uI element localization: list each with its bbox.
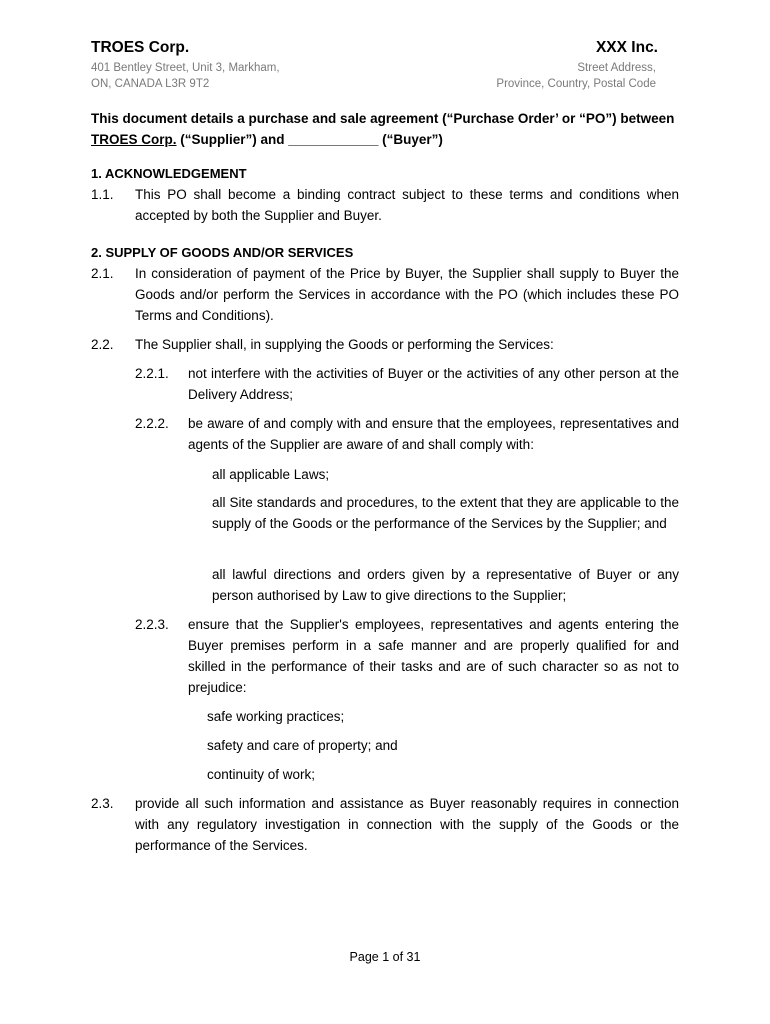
section-heading-acknowledgement: 1. ACKNOWLEDGEMENT bbox=[91, 166, 247, 181]
clause-number-2-1: 2.1. bbox=[91, 266, 114, 281]
clause-number-2-2-1: 2.2.1. bbox=[135, 366, 169, 381]
intro-paragraph bbox=[91, 108, 679, 150]
sub-item-safety-care-property: safety and care of property; and bbox=[207, 738, 398, 753]
section-heading-supply: 2. SUPPLY OF GOODS AND/OR SERVICES bbox=[91, 245, 354, 260]
clause-text-2-2-3: ensure that the Supplier's employees, representatives and agents entering the Buyer premises perform in a safe manner and are properly qualified for and skilled in the performance of their tasks and are of such character so as not to prejudice: bbox=[188, 617, 679, 695]
clause-number-2-2: 2.2. bbox=[91, 337, 114, 352]
sub-item-safe-working-practices: safe working practices; bbox=[207, 709, 345, 724]
clause-number-1-1: 1.1. bbox=[91, 187, 114, 202]
intro-text-end: (“Buyer”) bbox=[378, 132, 443, 147]
clause-text-2-1: In consideration of payment of the Price by Buyer, the Supplier shall supply to Buyer the Goods and/or perform the Services in accordance with the PO (which includes these PO Terms and Conditions). bbox=[135, 266, 679, 323]
buyer-company-name: XXX Inc. bbox=[595, 39, 658, 56]
intro-supplier-name: TROES Corp. bbox=[91, 132, 177, 147]
clause-text-2-2-1: not interfere with the activities of Buyer or the activities of any other person at the Delivery Address; bbox=[188, 366, 679, 402]
sub-item-continuity-of-work: continuity of work; bbox=[207, 767, 316, 782]
sub-item-lawful-directions: all lawful directions and orders given by a representative of Buyer or any person authorised by Law to give directions to the Supplier; bbox=[212, 567, 679, 603]
clause-number-2-2-2: 2.2.2. bbox=[135, 416, 169, 431]
intro-blank-line: ____________ bbox=[288, 132, 379, 147]
clause-text-1-1: This PO shall become a binding contract subject to these terms and conditions when accepted by both the Supplier and Buyer. bbox=[135, 187, 679, 223]
clause-text-2-2: The Supplier shall, in supplying the Goods or performing the Services: bbox=[135, 337, 554, 352]
intro-text-mid: (“Supplier”) and bbox=[176, 132, 289, 147]
supplier-address-line2: ON, CANADA L3R 9T2 bbox=[91, 78, 210, 90]
buyer-address-line1: Street Address, bbox=[577, 62, 656, 74]
sub-item-applicable-laws: all applicable Laws; bbox=[212, 467, 330, 482]
supplier-address-line1: 401 Bentley Street, Unit 3, Markham, bbox=[91, 62, 280, 74]
clause-number-2-2-3: 2.2.3. bbox=[135, 617, 169, 632]
clause-number-2-3: 2.3. bbox=[91, 796, 114, 811]
sub-item-site-standards: all Site standards and procedures, to the extent that they are applicable to the supply of the Goods or the performance of the Services by the Supplier; and bbox=[212, 495, 679, 531]
supplier-company-name: TROES Corp. bbox=[91, 39, 190, 56]
clause-text-2-2-2: be aware of and comply with and ensure that the employees, representatives and agents of the Supplier are aware of and shall comply with: bbox=[188, 416, 679, 452]
buyer-address-line2: Province, Country, Postal Code bbox=[496, 78, 656, 90]
page-number: Page 1 of 31 bbox=[349, 950, 421, 964]
intro-text-start: This document details a purchase and sale agreement (“Purchase Order’ or “PO”) between bbox=[91, 111, 675, 126]
clause-text-2-3: provide all such information and assistance as Buyer reasonably requires in connection with any regulatory investigation in connection with the supply of the Goods or the performance of the Services. bbox=[135, 796, 679, 853]
